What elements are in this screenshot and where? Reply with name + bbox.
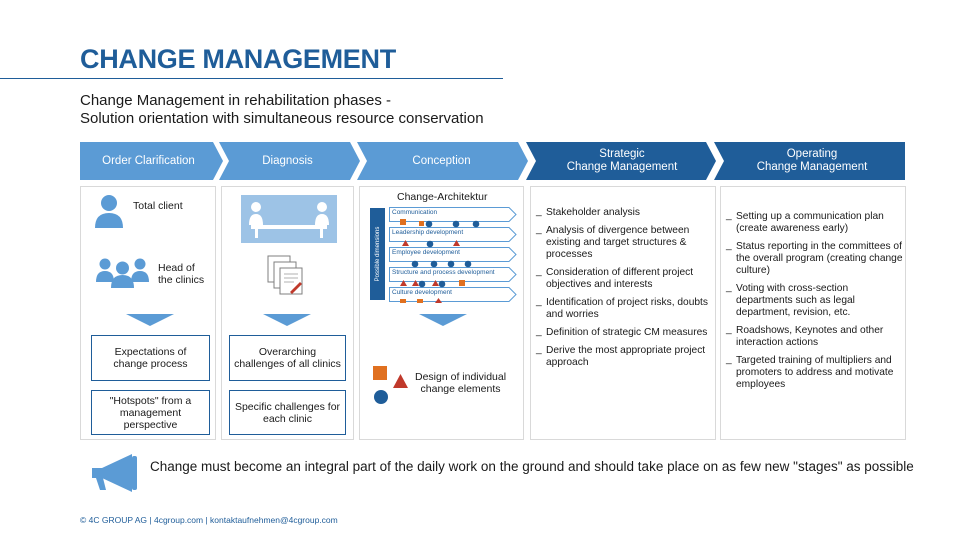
list-item: _ Voting with cross-section departments such as legal department, revision, etc. (726, 283, 904, 319)
phase-strategic-label-1: Strategic (599, 148, 645, 160)
phase-strategic-label-2: Change Management (566, 161, 678, 173)
phase-operating-label-2: Change Management (756, 161, 868, 173)
phase-conception (363, 142, 520, 180)
list-item: _ Stakeholder analysis (536, 207, 714, 219)
design-elements-line-1: Design of individual (415, 371, 507, 383)
dimension-communication (389, 207, 517, 221)
person-icon (93, 194, 125, 228)
possible-dimensions-label (370, 208, 385, 300)
megaphone-icon (88, 452, 144, 496)
title-divider (0, 78, 503, 79)
dimension-employee-label: Employee development (392, 249, 460, 256)
group-icon (95, 256, 151, 288)
head-of-clinics-line-1: Head of (158, 262, 195, 274)
list-item: _ Identification of project risks, doubts and worries (536, 297, 714, 321)
dimension-structure-process (389, 267, 517, 281)
change-elements-icon (371, 364, 411, 406)
change-architecture-title: Change-Architektur (397, 191, 488, 203)
meeting-icon (241, 195, 337, 243)
conclusion-text: Change must become an integral part of the daily work on the ground and should take place on as few new "stages" as possible (150, 459, 914, 474)
page-title: CHANGE MANAGEMENT (80, 44, 396, 74)
list-item: _ Consideration of different project objectives and interests (536, 267, 714, 291)
possible-dimensions-text: Possible dimensions (374, 226, 381, 282)
phase-operating-label-1: Operating (786, 148, 838, 160)
phase-diagnosis (225, 142, 350, 180)
list-item: _ Targeted training of multipliers and promoters to address and motivate employees (726, 355, 904, 391)
phase-order-clarification-label: Order Clarification (102, 154, 195, 167)
down-arrow-icon (419, 314, 467, 326)
phase-order-clarification (80, 142, 217, 180)
expectations-box: Expectations of change process (91, 335, 210, 381)
head-of-clinics-label (158, 262, 204, 286)
dimension-leadership (389, 227, 517, 241)
documents-icon (266, 254, 308, 296)
list-item: _ Analysis of divergence between existing and target structures & processes (536, 225, 714, 261)
list-item: _ Derive the most appropriate project approach (536, 345, 714, 369)
overarching-challenges-box: Overarching challenges of all clinics (229, 335, 346, 381)
list-item: _ Setting up a communication plan (create awareness early) (726, 211, 904, 235)
dimension-structure-process-label: Structure and process development (392, 269, 495, 276)
dimension-culture (389, 287, 517, 301)
dimension-employee (389, 247, 517, 261)
phase-diagnosis-label: Diagnosis (262, 154, 313, 167)
list-item: _ Definition of strategic CM measures (536, 327, 714, 339)
subtitle-line-2: Solution orientation with simultaneous resource conservation (80, 110, 484, 127)
phase-conception-label: Conception (412, 154, 471, 167)
operating-list (726, 211, 904, 397)
head-of-clinics-line-2: the clinics (158, 274, 205, 286)
footer: © 4C GROUP AG | 4cgroup.com | kontaktaufnehmen@4cgroup.com (80, 515, 338, 525)
hotspots-box: "Hotspots" from a management perspective (91, 390, 210, 435)
strategic-list (536, 207, 714, 375)
down-arrow-icon (263, 314, 311, 326)
phase-strategic (534, 142, 710, 180)
subtitle-line-1: Change Management in rehabilitation phases - (80, 92, 392, 109)
dimension-leadership-label: Leadership development (392, 229, 464, 236)
total-client-label: Total client (133, 200, 183, 212)
dimension-culture-label: Culture development (392, 289, 452, 296)
design-elements-line-2: change elements (420, 383, 501, 395)
page-subtitle (80, 92, 484, 128)
down-arrow-icon (126, 314, 174, 326)
specific-challenges-box: Specific challenges for each clinic (229, 390, 346, 435)
design-elements-label (415, 371, 506, 395)
dimension-communication-label: Communication (392, 209, 438, 216)
list-item: _ Roadshows, Keynotes and other interaction actions (726, 325, 904, 349)
list-item: _ Status reporting in the committees of the overall program (creating change culture) (726, 241, 904, 277)
phase-operating (722, 142, 902, 180)
